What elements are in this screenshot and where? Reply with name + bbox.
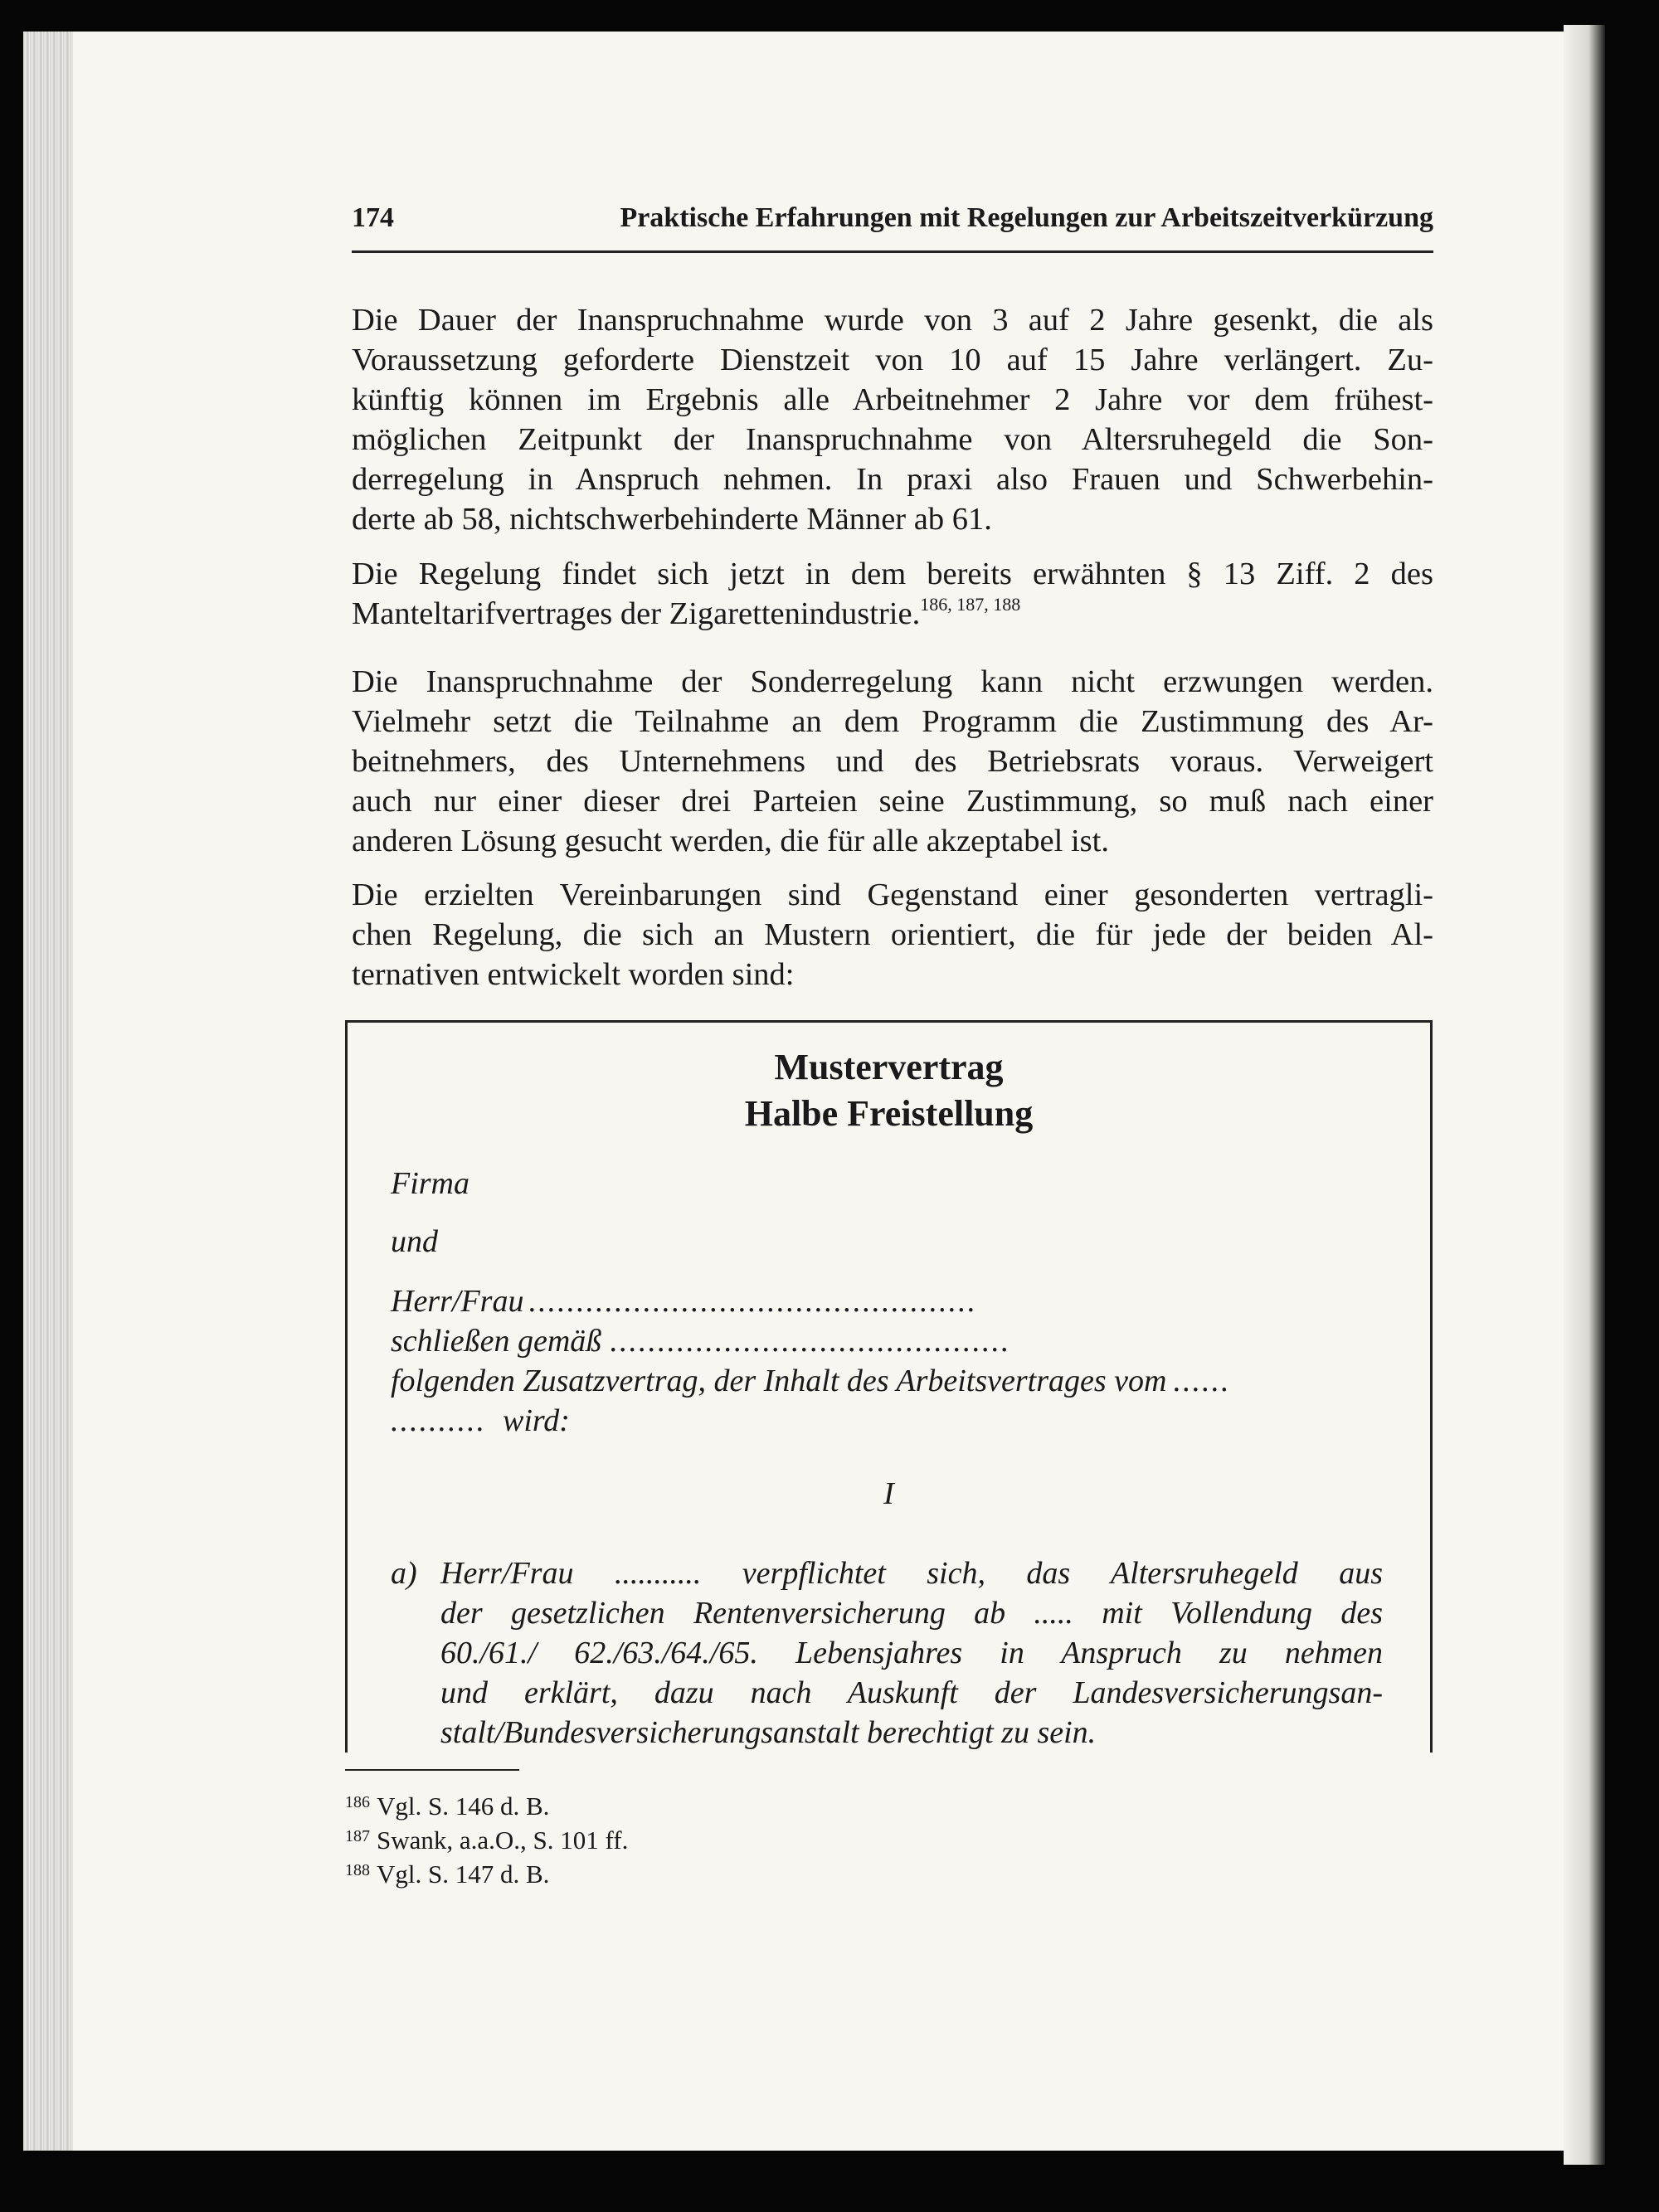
footnote-188 xyxy=(345,1855,549,1889)
footnote-number: 186 xyxy=(345,1793,370,1811)
footnote-text: Swank, a.a.O., S. 101 ff. xyxy=(377,1826,629,1855)
section-number: I xyxy=(883,1476,894,1511)
text-line: beitnehmers, des Unternehmens und des Betriebsrats voraus. Verweigert xyxy=(352,744,1433,779)
clause-line: 60./61./ 62./63./64./65. Lebensjahres in Anspruch zu nehmen xyxy=(440,1636,1383,1670)
clause-line: und erklärt, dazu nach Auskunft der Landesversicherungsan- xyxy=(440,1675,1383,1710)
text-line: Voraussetzung geforderte Dienstzeit von 10 auf 15 Jahre verlängert. Zu- xyxy=(352,343,1433,377)
page-number: 174 xyxy=(352,202,394,233)
text-line-with-footnotes xyxy=(352,594,1433,634)
footnote-number: 187 xyxy=(345,1827,370,1845)
contract-template-box xyxy=(345,1020,1433,1753)
text-line: Manteltarifvertrages der Zigarettenindustrie. xyxy=(352,596,921,631)
text-line: anderen Lösung gesucht werden, die für alle akzeptabel ist. xyxy=(352,824,1109,858)
footnote-text: Vgl. S. 146 d. B. xyxy=(377,1791,550,1821)
party-firma: Firma xyxy=(391,1166,469,1201)
clause-line: der gesetzlichen Rentenversicherung ab ..... mit Vollendung des xyxy=(440,1596,1383,1631)
running-head xyxy=(352,202,1433,252)
folgenden-label: folgenden Zusatzvertrag, der Inhalt des Arbeitsvertrages vom xyxy=(391,1364,1167,1398)
paragraph-1 xyxy=(352,300,1433,539)
text-line: derregelung in Anspruch nehmen. In praxi also Frauen und Schwerbehin- xyxy=(352,462,1433,497)
schliessen-line xyxy=(391,1321,1386,1361)
footnote-reference[interactable]: 186, 187, 188 xyxy=(920,594,1021,615)
header-rule xyxy=(352,250,1433,253)
conjunction-und: und xyxy=(391,1224,438,1259)
party-herr-frau-line xyxy=(391,1281,1386,1321)
clause-line: stalt/Bundesversicherungsanstalt berechtigt zu sein. xyxy=(440,1715,1097,1750)
footnote-rule xyxy=(345,1769,519,1771)
fill-in-dots: ...... xyxy=(1173,1364,1231,1398)
folgenden-line xyxy=(391,1361,1386,1401)
fill-in-dots: .......................................... xyxy=(610,1324,1011,1359)
clause-a-label: a) xyxy=(391,1556,417,1591)
text-line: chen Regelung, die sich an Mustern orientiert, die für jede der beiden Al- xyxy=(352,917,1433,952)
footnote-187 xyxy=(345,1821,628,1855)
schliessen-label: schließen gemäß xyxy=(391,1324,602,1359)
clause-a-text xyxy=(440,1553,1383,1753)
book-gutter xyxy=(1564,25,1605,2165)
text-line: auch nur einer dieser drei Parteien seine Zustimmung, so muß nach einer xyxy=(352,784,1433,819)
text-line: Die erzielten Vereinbarungen sind Gegenstand einer gesonderten vertragli- xyxy=(352,878,1433,912)
footnote-text: Vgl. S. 147 d. B. xyxy=(377,1860,550,1889)
wird-label: wird: xyxy=(503,1403,570,1438)
paragraph-2 xyxy=(352,554,1433,634)
paragraph-3 xyxy=(352,662,1433,861)
text-line: ternativen entwickelt worden sind: xyxy=(352,957,795,992)
fill-in-dots: ............................................... xyxy=(528,1284,977,1319)
fill-in-dots: .......... xyxy=(391,1403,486,1438)
clause-line: Herr/Frau ........... verpflichtet sich, das Altersruhegeld aus xyxy=(440,1556,1383,1591)
contract-title-line-1: Mustervertrag xyxy=(774,1047,1004,1087)
text-line: künftig können im Ergebnis alle Arbeitnehmer 2 Jahre vor dem frühest- xyxy=(352,382,1433,417)
text-line: Die Regelung findet sich jetzt in dem bereits erwähnten § 13 Ziff. 2 des xyxy=(352,557,1433,591)
text-line: Die Inanspruchnahme der Sonderregelung kann nicht erzwungen werden. xyxy=(352,664,1433,699)
running-title: Praktische Erfahrungen mit Regelungen zur Arbeitszeitverkürzung xyxy=(620,202,1433,233)
wird-line xyxy=(391,1401,570,1441)
paragraph-4 xyxy=(352,875,1433,994)
page-edges xyxy=(23,32,73,2151)
text-line: möglichen Zeitpunkt der Inanspruchnahme von Altersruhegeld die Son- xyxy=(352,422,1433,457)
text-line: Die Dauer der Inanspruchnahme wurde von 3 auf 2 Jahre gesenkt, die als xyxy=(352,303,1433,338)
footnote-number: 188 xyxy=(345,1861,370,1879)
text-line: Vielmehr setzt die Teilnahme an dem Programm die Zustimmung des Ar- xyxy=(352,704,1433,739)
party-herr-frau-label: Herr/Frau xyxy=(391,1284,524,1319)
footnote-186 xyxy=(345,1787,549,1821)
contract-title-line-2: Halbe Freistellung xyxy=(744,1093,1034,1134)
text-line: derte ab 58, nichtschwerbehinderte Männer ab 61. xyxy=(352,502,992,537)
contract-title xyxy=(348,1044,1430,1137)
